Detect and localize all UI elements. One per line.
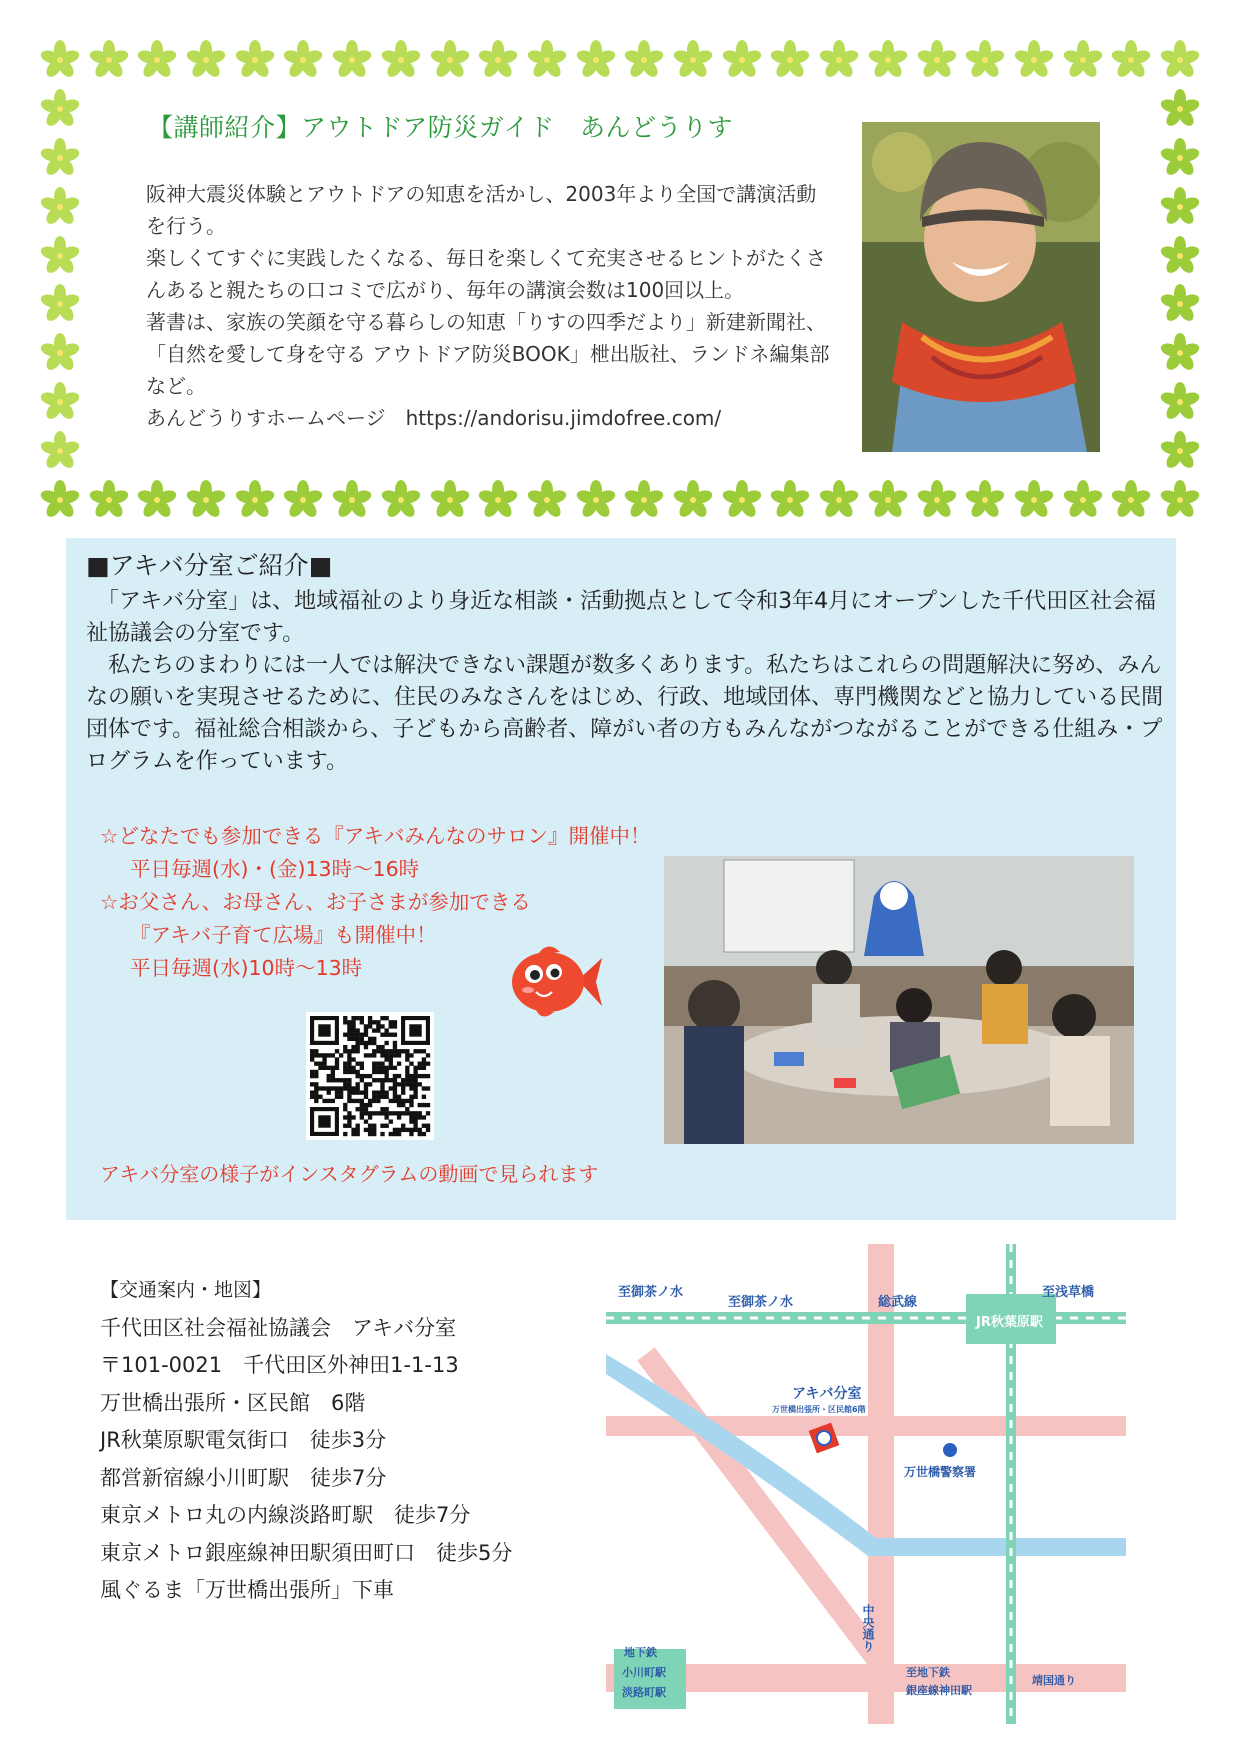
akiba-paragraph-2: 私たちのまわりには一人では解決できない課題が数多くあります。私たちはこれらの問題解決に努め、みんなの願いを実現させるために、住民のみなさんをはじめ、行政、地域団体、専門機関などと協力している民間団体です。福祉総合相談から、子どもから高齢者、障がい者の方もみんながつながることができる仕組み・プログラムを作っています。 — [86, 653, 1164, 774]
clover-decoration-icon — [1014, 40, 1054, 80]
clover-decoration-icon — [1160, 333, 1200, 373]
map-river — [606, 1354, 906, 1556]
bio-paragraph-1: 阪神大震災体験とアウトドアの知恵を活かし、2003年より全国で講演活動を行う。 — [146, 182, 817, 238]
clover-decoration-icon — [722, 480, 762, 520]
instagram-note: アキバ分室の様子がインスタグラムの動画で見られます — [100, 1162, 599, 1186]
clover-decoration-icon — [1160, 236, 1200, 276]
clover-decoration-icon — [40, 333, 80, 373]
clover-decoration-icon — [527, 40, 567, 80]
clover-decoration-icon — [819, 40, 859, 80]
access-line: 万世橋出張所・区民館 6階 — [100, 1390, 366, 1415]
akiba-paragraph-1: 「アキバ分室」は、地域福祉のより身近な相談・活動拠点として令和3年4月にオープンした千代田区社会福祉協議会の分室です。 — [86, 589, 1157, 646]
access-line: JR秋葉原駅電気街口 徒歩3分 — [100, 1428, 387, 1452]
clover-decoration-icon — [40, 89, 80, 129]
salon-line-5: 平日毎週(水)10時～13時 — [130, 956, 363, 980]
clover-decoration-icon — [527, 480, 567, 520]
clover-decoration-icon — [332, 40, 372, 80]
map-label: 万世橋警察署 — [904, 1465, 977, 1479]
bio-paragraph-3: 著書は、家族の笑顔を守る暮らしの知恵「りすの四季だより」新建新聞社、「自然を愛して身を守る アウトドア防災BOOK」枻出版社、ランドネ編集部など。 — [146, 310, 830, 398]
clover-decoration-icon — [1160, 40, 1200, 80]
clover-decoration-icon — [576, 40, 616, 80]
clover-decoration-icon — [137, 40, 177, 80]
clover-decoration-icon — [430, 40, 470, 80]
akiba-title: ■アキバ分室ご紹介■ — [86, 551, 333, 580]
salon-line-2: 平日毎週(水)・(金)13時～16時 — [130, 857, 420, 881]
access-map — [606, 1244, 1126, 1724]
clover-decoration-icon — [186, 480, 226, 520]
map-label: アキバ分室 — [792, 1386, 862, 1402]
clover-decoration-icon — [1160, 480, 1200, 520]
akiba-description — [86, 586, 1166, 778]
map-label: 至御茶ノ水 — [728, 1295, 794, 1310]
clover-decoration-icon — [965, 480, 1005, 520]
clover-decoration-icon — [819, 480, 859, 520]
clover-decoration-icon — [137, 480, 177, 520]
clover-decoration-icon — [624, 40, 664, 80]
clover-decoration-icon — [235, 40, 275, 80]
clover-decoration-icon — [186, 40, 226, 80]
clover-decoration-icon — [40, 284, 80, 324]
clover-decoration-icon — [673, 40, 713, 80]
instructor-photo — [862, 122, 1100, 452]
bio-paragraph-2: 楽しくてすぐに実践したくなる、毎日を楽しくて充実させるヒントがたくさんあると親たちの口コミで広がり、毎年の講演会数は100回以上。 — [146, 246, 826, 302]
access-line: 〒101-0021 千代田区外神田1-1-13 — [100, 1353, 459, 1377]
access-heading: 【交通案内・地図】 — [100, 1279, 272, 1301]
clover-decoration-icon — [624, 480, 664, 520]
map-label: 中央通り — [861, 1604, 875, 1652]
clover-decoration-icon — [1160, 382, 1200, 422]
instructor-bio — [146, 178, 836, 434]
clover-decoration-icon — [40, 236, 80, 276]
clover-decoration-icon — [965, 40, 1005, 80]
clover-decoration-icon — [770, 480, 810, 520]
instructor-title: 【講師紹介】アウトドア防災ガイド あんどうりす — [148, 113, 734, 142]
clover-decoration-icon — [917, 40, 957, 80]
map-label: 靖国通り — [1032, 1674, 1076, 1687]
clover-decoration-icon — [673, 480, 713, 520]
clover-decoration-icon — [332, 480, 372, 520]
clover-decoration-icon — [1111, 480, 1151, 520]
map-label: 至浅草橋 — [1042, 1285, 1095, 1300]
map-police-marker — [943, 1443, 957, 1457]
access-line: 都営新宿線小川町駅 徒歩7分 — [100, 1465, 387, 1490]
clover-decoration-icon — [40, 382, 80, 422]
map-label: 至地下鉄 — [906, 1666, 950, 1679]
clover-decoration-icon — [1063, 40, 1103, 80]
clover-decoration-icon — [283, 480, 323, 520]
clover-decoration-icon — [1160, 138, 1200, 178]
clover-decoration-icon — [283, 40, 323, 80]
map-label: 小川町駅 — [622, 1666, 666, 1679]
clover-decoration-icon — [40, 40, 80, 80]
clover-decoration-icon — [40, 431, 80, 471]
clover-decoration-icon — [1160, 89, 1200, 129]
clover-decoration-icon — [430, 480, 470, 520]
clover-decoration-icon — [478, 480, 518, 520]
clover-decoration-icon — [868, 480, 908, 520]
clover-decoration-icon — [381, 40, 421, 80]
map-label: 万世橋出張所・区民館6階 — [772, 1405, 866, 1414]
access-info — [100, 1272, 512, 1610]
access-line: 風ぐるま「万世橋出張所」下車 — [100, 1578, 394, 1602]
clover-decoration-icon — [576, 480, 616, 520]
clover-decoration-icon — [917, 480, 957, 520]
clover-decoration-icon — [40, 480, 80, 520]
clover-decoration-icon — [89, 480, 129, 520]
clover-decoration-icon — [40, 187, 80, 227]
clover-decoration-icon — [1111, 40, 1151, 80]
map-label: 至御茶ノ水 — [618, 1285, 684, 1300]
clover-decoration-icon — [868, 40, 908, 80]
map-label: 総武線 — [878, 1295, 918, 1310]
salon-activity-photo — [664, 856, 1134, 1144]
instagram-qr-code[interactable] — [306, 1012, 434, 1140]
clover-decoration-icon — [1160, 187, 1200, 227]
clover-decoration-icon — [381, 480, 421, 520]
homepage-link[interactable]: あんどうりすホームページ https://andorisu.jimdofree.com/ — [146, 406, 722, 430]
clover-decoration-icon — [235, 480, 275, 520]
map-label: 淡路町駅 — [622, 1686, 666, 1699]
clover-decoration-icon — [478, 40, 518, 80]
goldfish-mascot-icon — [508, 940, 604, 1022]
access-line: 東京メトロ丸の内線淡路町駅 徒歩7分 — [100, 1503, 471, 1527]
access-line: 東京メトロ銀座線神田駅須田町口 徒歩5分 — [100, 1540, 513, 1565]
clover-decoration-icon — [1063, 480, 1103, 520]
clover-decoration-icon — [1160, 431, 1200, 471]
map-label: 銀座線神田駅 — [906, 1684, 972, 1697]
clover-decoration-icon — [40, 138, 80, 178]
clover-decoration-icon — [770, 40, 810, 80]
clover-decoration-icon — [1014, 480, 1054, 520]
salon-line-4: 『アキバ子育て広場』も開催中！ — [130, 923, 437, 947]
clover-decoration-icon — [1160, 284, 1200, 324]
clover-decoration-icon — [722, 40, 762, 80]
map-label: 地下鉄 — [624, 1646, 657, 1659]
salon-line-3: ☆お父さん、お母さん、お子さまが参加できる — [100, 890, 531, 914]
clover-decoration-icon — [89, 40, 129, 80]
map-label: JR秋葉原駅 — [976, 1315, 1043, 1330]
salon-line-1: ☆どなたでも参加できる『アキバみんなのサロン』開催中！ — [100, 824, 651, 848]
access-line: 千代田区社会福祉協議会 アキバ分室 — [100, 1315, 457, 1340]
